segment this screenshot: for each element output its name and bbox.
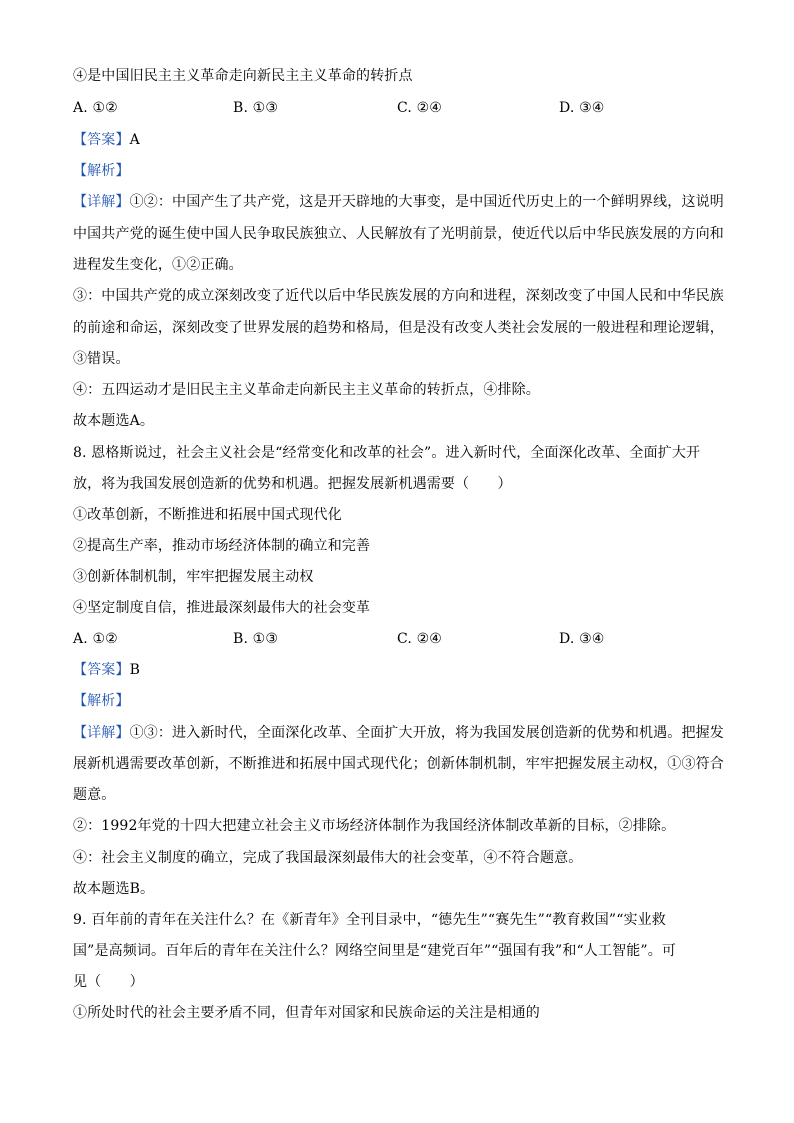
q9-statement-1: ①所处时代的社会主要矛盾不同，但青年对国家和民族命运的关注是相通的 (73, 1005, 540, 1021)
answer-label: 【答案】 (73, 662, 130, 678)
q7-detail-line-2: 中国共产党的诞生使中国人民争取民族独立、人民解放有了光明前景，使近代以后中华民族发展的方向和 (73, 226, 724, 242)
q8-detail-line-1: 【详解】①③：进入新时代，全面深化改革、全面扩大开放，将为我国发展创造新的优势和机遇。把握发 (73, 725, 724, 741)
q7-detail-line-4: ③：中国共产党的成立深刻改变了近代以后中华民族发展的方向和进程，深刻改变了中国人民和中华民族 (73, 288, 724, 304)
q7-answer (73, 130, 733, 150)
q8-statement-1: ①改革创新，不断推进和拓展中国式现代化 (73, 507, 342, 523)
q7-analysis-label: 【解析】 (73, 163, 130, 179)
q8-option-d: D. ③④ (559, 631, 605, 647)
q8-statement-2: ②提高生产率，推动市场经济体制的确立和完善 (73, 538, 371, 554)
q8-detail-line-2: 展新机遇需要改革创新，不断推进和拓展中国式现代化；创新体制机制，牢牢把握发展主动权，①③符合 (73, 756, 724, 772)
q7-conclusion: 故本题选A。 (73, 413, 155, 429)
q7-option-c: C. ②④ (397, 100, 442, 116)
q7-option-a: A. ①② (73, 100, 118, 116)
q8-stem-line-1: 8. 恩格斯说过，社会主义社会是“经常变化和改革的社会”。进入新时代，全面深化改革、全面扩大开 (73, 445, 701, 461)
q8-option-b: B. ①③ (233, 631, 279, 647)
q8-answer (73, 660, 733, 680)
q9-stem-line-3: 见（ ） (73, 974, 144, 990)
q8-statement-4: ④坚定制度自信，推进最深刻最伟大的社会变革 (73, 600, 371, 616)
q7-detail-line-5: 的前途和命运，深刻改变了世界发展的趋势和格局，但是没有改变人类社会发展的一般进程和理论逻辑， (73, 320, 724, 336)
q8-analysis-label: 【解析】 (73, 693, 130, 709)
q8-stem-line-2: 放，将为我国发展创造新的优势和机遇。把握发展新机遇需要（ ） (73, 476, 512, 492)
detail-label: 【详解】 (73, 725, 130, 741)
detail-label: 【详解】 (73, 194, 130, 210)
q7-option-b: B. ①③ (233, 100, 279, 116)
q8-detail-line-5: ④：社会主义制度的确立，完成了我国最深刻最伟大的社会变革，④不符合题意。 (73, 850, 583, 866)
answer-label: 【答案】 (73, 132, 130, 148)
q9-stem-line-1: 9. 百年前的青年在关注什么？在《新青年》全刊目录中，“德先生”“赛先生”“教育救国”“实业救 (73, 912, 666, 928)
q7-statement-4: ④是中国旧民主主义革命走向新民主主义革命的转折点 (73, 68, 413, 84)
q9-stem-line-2: 国”是高频词。百年后的青年在关注什么？网络空间里是“建党百年”“强国有我”和“人工智能”。可 (73, 943, 676, 959)
q8-options (73, 629, 733, 649)
q8-detail-line-4: ②：1992年党的十四大把建立社会主义市场经济体制作为我国经济体制改革新的目标，②排除。 (73, 818, 676, 834)
q7-detail-line-3: 进程发生变化，①②正确。 (73, 257, 243, 273)
q7-detail-line-7: ④：五四运动才是旧民主主义革命走向新民主主义革命的转折点，④排除。 (73, 382, 540, 398)
q7-detail-line-1: 【详解】①②：中国产生了共产党，这是开天辟地的大事变，是中国近代历史上的一个鲜明界线，这说明 (73, 194, 724, 210)
q8-statement-3: ③创新体制机制，牢牢把握发展主动权 (73, 569, 314, 585)
q8-conclusion: 故本题选B。 (73, 881, 155, 897)
q8-option-a: A. ①② (73, 631, 118, 647)
q8-detail-line-3: 题意。 (73, 787, 116, 803)
answer-value: A (129, 132, 140, 148)
q8-option-c: C. ②④ (397, 631, 442, 647)
answer-value: B (129, 662, 141, 678)
q7-options (73, 98, 733, 118)
q7-option-d: D. ③④ (559, 100, 605, 116)
q7-detail-line-6: ③错误。 (73, 351, 130, 367)
